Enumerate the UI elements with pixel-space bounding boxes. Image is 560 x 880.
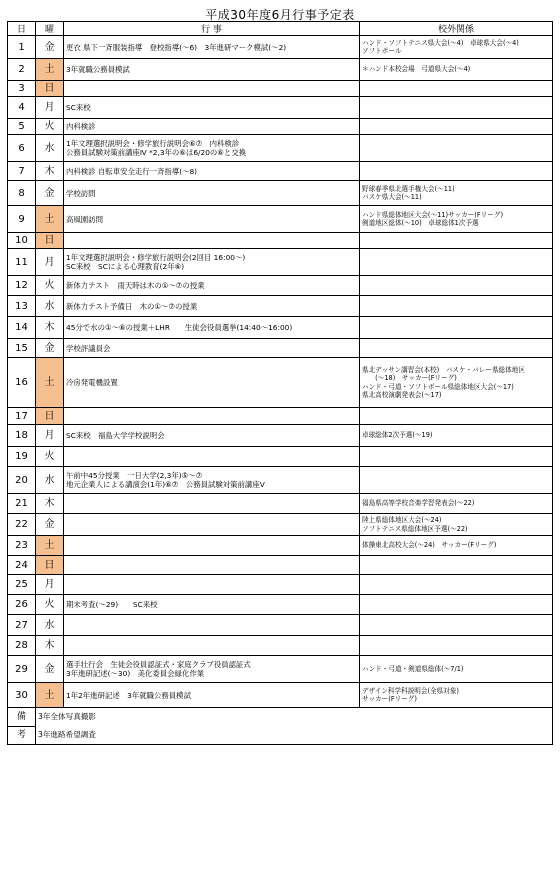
weekday-cell: 木 bbox=[36, 162, 64, 181]
event-cell: 学校訪問 bbox=[64, 181, 360, 206]
table-row bbox=[8, 135, 553, 162]
notes-label-bottom: 考 bbox=[8, 726, 36, 745]
event-cell: 学校評議員会 bbox=[64, 339, 360, 358]
day-cell: 15 bbox=[8, 339, 36, 358]
external-cell bbox=[360, 119, 553, 135]
table-row bbox=[8, 119, 553, 135]
notes-content: 3年全体写真撮影 3年進路希望調査 bbox=[36, 708, 553, 745]
day-cell: 12 bbox=[8, 276, 36, 296]
weekday-cell: 金 bbox=[36, 181, 64, 206]
weekday-cell: 水 bbox=[36, 615, 64, 636]
table-row bbox=[8, 249, 553, 276]
weekday-cell: 木 bbox=[36, 494, 64, 514]
table-row bbox=[8, 636, 553, 656]
external-cell bbox=[360, 135, 553, 162]
external-cell: ハンド・ソフトテニス県大会(～4) 卓球県大会(～4) ソフトボール bbox=[360, 36, 553, 59]
weekday-cell: 木 bbox=[36, 636, 64, 656]
event-cell bbox=[64, 536, 360, 556]
event-cell bbox=[64, 615, 360, 636]
notes-label-top: 備 bbox=[8, 708, 36, 727]
event-cell bbox=[64, 233, 360, 249]
table-row bbox=[8, 181, 553, 206]
weekday-cell: 土 bbox=[36, 683, 64, 708]
event-cell bbox=[64, 81, 360, 97]
event-cell bbox=[64, 494, 360, 514]
external-cell: 野球春季県北選手権大会(～11) バスケ県大会(～11) bbox=[360, 181, 553, 206]
external-cell: 体操東北高校大会(～24) サッカー(Fリーグ) bbox=[360, 536, 553, 556]
weekday-cell: 金 bbox=[36, 514, 64, 536]
weekday-cell: 金 bbox=[36, 36, 64, 59]
event-cell: 1年2年進研記述 3年就職公務員模試 bbox=[64, 683, 360, 708]
weekday-cell: 火 bbox=[36, 447, 64, 467]
external-cell bbox=[360, 97, 553, 119]
day-cell: 18 bbox=[8, 425, 36, 447]
table-row bbox=[8, 615, 553, 636]
weekday-cell: 金 bbox=[36, 339, 64, 358]
day-cell: 17 bbox=[8, 408, 36, 425]
external-cell bbox=[360, 249, 553, 276]
table-row bbox=[8, 425, 553, 447]
day-cell: 21 bbox=[8, 494, 36, 514]
table-row bbox=[8, 276, 553, 296]
day-cell: 20 bbox=[8, 467, 36, 494]
day-cell: 25 bbox=[8, 575, 36, 595]
weekday-cell: 土 bbox=[36, 59, 64, 81]
event-cell bbox=[64, 408, 360, 425]
weekday-cell: 月 bbox=[36, 575, 64, 595]
weekday-cell: 日 bbox=[36, 233, 64, 249]
external-cell bbox=[360, 556, 553, 575]
weekday-cell: 金 bbox=[36, 656, 64, 683]
day-cell: 10 bbox=[8, 233, 36, 249]
event-cell: 選手壮行会 生徒会役員認証式・家庭クラブ役員認証式 3年進研記述(～30) 美化委員会緑化作業 bbox=[64, 656, 360, 683]
external-cell: ハンド県総体地区大会(～11)サッカー(Fリーグ) 剣道地区総体(～10) 卓球総体1次予選 bbox=[360, 206, 553, 233]
weekday-cell: 水 bbox=[36, 135, 64, 162]
event-cell: 内科検診 自転車安全走行一斉指導(～8) bbox=[64, 162, 360, 181]
day-cell: 30 bbox=[8, 683, 36, 708]
event-cell: 期末考査(～29) SC来校 bbox=[64, 595, 360, 615]
weekday-cell: 月 bbox=[36, 249, 64, 276]
event-cell: SC来校 福島大学学校説明会 bbox=[64, 425, 360, 447]
external-cell bbox=[360, 408, 553, 425]
day-cell: 29 bbox=[8, 656, 36, 683]
day-cell: 11 bbox=[8, 249, 36, 276]
external-cell bbox=[360, 575, 553, 595]
event-cell: 更衣 県下一斉服装指導 登校指導(～6) 3年進研マーク模試(～2) bbox=[64, 36, 360, 59]
header-weekday: 曜 bbox=[36, 22, 64, 36]
weekday-cell: 水 bbox=[36, 296, 64, 317]
external-cell: 卓球総体2次予選(～19) bbox=[360, 425, 553, 447]
external-cell bbox=[360, 447, 553, 467]
external-cell bbox=[360, 615, 553, 636]
day-cell: 5 bbox=[8, 119, 36, 135]
header-events: 行 事 bbox=[64, 22, 360, 36]
external-cell bbox=[360, 276, 553, 296]
weekday-cell: 日 bbox=[36, 556, 64, 575]
header-row bbox=[8, 22, 553, 36]
table-row bbox=[8, 162, 553, 181]
table-row bbox=[8, 447, 553, 467]
table-row bbox=[8, 339, 553, 358]
day-cell: 2 bbox=[8, 59, 36, 81]
day-cell: 13 bbox=[8, 296, 36, 317]
table-row bbox=[8, 595, 553, 615]
table-row bbox=[8, 358, 553, 408]
table-row bbox=[8, 514, 553, 536]
day-cell: 28 bbox=[8, 636, 36, 656]
external-cell bbox=[360, 317, 553, 339]
event-cell bbox=[64, 575, 360, 595]
day-cell: 26 bbox=[8, 595, 36, 615]
event-cell: 内科検診 bbox=[64, 119, 360, 135]
day-cell: 6 bbox=[8, 135, 36, 162]
external-cell: デザイン科学科説明会(全県対象) サッカー(Fリーグ) bbox=[360, 683, 553, 708]
weekday-cell: 日 bbox=[36, 408, 64, 425]
weekday-cell: 木 bbox=[36, 317, 64, 339]
weekday-cell: 月 bbox=[36, 97, 64, 119]
header-day: 日 bbox=[8, 22, 36, 36]
event-cell: SC来校 bbox=[64, 97, 360, 119]
event-cell: 1年文理選択説明会・修学旅行説明会(2回目 16:00～) SC来校 SCによる心理教育(2年⑥) bbox=[64, 249, 360, 276]
day-cell: 3 bbox=[8, 81, 36, 97]
external-cell bbox=[360, 339, 553, 358]
event-cell bbox=[64, 636, 360, 656]
external-cell bbox=[360, 162, 553, 181]
table-row bbox=[8, 467, 553, 494]
day-cell: 16 bbox=[8, 358, 36, 408]
table-row bbox=[8, 494, 553, 514]
event-cell bbox=[64, 447, 360, 467]
event-cell: 新体力テスト予備日 木の①～⑦の授業 bbox=[64, 296, 360, 317]
table-row bbox=[8, 575, 553, 595]
external-cell: 陸上県総体地区大会(～24) ソフトテニス県総体地区予選(～22) bbox=[360, 514, 553, 536]
event-cell: 3年就職公務員模試 bbox=[64, 59, 360, 81]
event-cell bbox=[64, 556, 360, 575]
table-row bbox=[8, 536, 553, 556]
external-cell: 県北デッサン講習会(本校) バスケ・バレー県総体地区 (～18) サッカー(Fリーグ) ハンド・弓道・ソフトボール県総体地区大会(～17) 県北高校演劇発表会(～17) bbox=[360, 358, 553, 408]
table-row bbox=[8, 59, 553, 81]
table-row bbox=[8, 683, 553, 708]
weekday-cell: 月 bbox=[36, 425, 64, 447]
weekday-cell: 火 bbox=[36, 595, 64, 615]
event-cell: 1年文理選択説明会・修学旅行説明会⑥⑦ 内科検診 公務員試験対策前講座Ⅳ *2,3年の⑥は6/20の⑥と交換 bbox=[64, 135, 360, 162]
event-cell: 新体力テスト 雨天時は木の①～⑦の授業 bbox=[64, 276, 360, 296]
external-cell: 福島県高等学校音楽学習発表会(～22) bbox=[360, 494, 553, 514]
table-row bbox=[8, 317, 553, 339]
day-cell: 9 bbox=[8, 206, 36, 233]
page-title: 平成30年度6月行事予定表 bbox=[205, 8, 355, 22]
day-cell: 1 bbox=[8, 36, 36, 59]
external-cell bbox=[360, 296, 553, 317]
weekday-cell: 火 bbox=[36, 276, 64, 296]
day-cell: 22 bbox=[8, 514, 36, 536]
weekday-cell: 日 bbox=[36, 81, 64, 97]
external-cell: ＊ハンド本校会場 弓道県大会(～4) bbox=[360, 59, 553, 81]
day-cell: 24 bbox=[8, 556, 36, 575]
header-external: 校外関係 bbox=[360, 22, 553, 36]
weekday-cell: 土 bbox=[36, 358, 64, 408]
day-cell: 14 bbox=[8, 317, 36, 339]
day-cell: 4 bbox=[8, 97, 36, 119]
external-cell bbox=[360, 595, 553, 615]
table-row bbox=[8, 206, 553, 233]
event-cell: 45分で水の①～⑥の授業＋LHR 生徒会役員選挙(14:40～16:00) bbox=[64, 317, 360, 339]
day-cell: 7 bbox=[8, 162, 36, 181]
weekday-cell: 土 bbox=[36, 536, 64, 556]
external-cell: ハンド・弓道・剣道県総体(～7/1) bbox=[360, 656, 553, 683]
external-cell bbox=[360, 233, 553, 249]
table-row bbox=[8, 408, 553, 425]
weekday-cell: 土 bbox=[36, 206, 64, 233]
table-row bbox=[8, 36, 553, 59]
day-cell: 19 bbox=[8, 447, 36, 467]
external-cell bbox=[360, 636, 553, 656]
day-cell: 23 bbox=[8, 536, 36, 556]
event-cell: 午前中45分授業 一日大学(2,3年)⑤～⑦ 地元企業人による講演会(1年)⑥⑦ 公務員試験対策前講座Ⅴ bbox=[64, 467, 360, 494]
table-row bbox=[8, 556, 553, 575]
weekday-cell: 水 bbox=[36, 467, 64, 494]
table-row bbox=[8, 656, 553, 683]
day-cell: 27 bbox=[8, 615, 36, 636]
event-cell: 冷房発電機設置 bbox=[64, 358, 360, 408]
weekday-cell: 火 bbox=[36, 119, 64, 135]
notes-row-1 bbox=[8, 708, 553, 727]
external-cell bbox=[360, 81, 553, 97]
event-cell bbox=[64, 514, 360, 536]
event-cell: 高風園訪問 bbox=[64, 206, 360, 233]
external-cell bbox=[360, 467, 553, 494]
day-cell: 8 bbox=[8, 181, 36, 206]
table-row bbox=[8, 233, 553, 249]
table-row bbox=[8, 296, 553, 317]
schedule-table bbox=[7, 21, 553, 745]
table-row bbox=[8, 81, 553, 97]
table-row bbox=[8, 97, 553, 119]
